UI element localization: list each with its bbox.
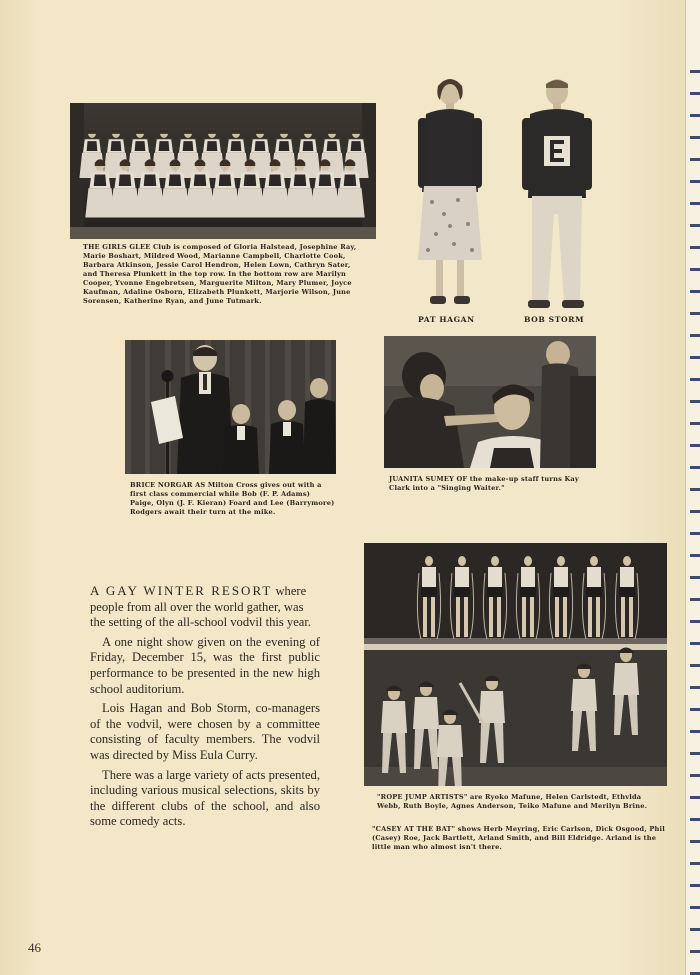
article-paragraph-2: A one night show given on the evening of Friday, December 15, was the first public performance to be presented in the new high school auditorium. [90,634,320,696]
binding-tab [690,444,700,447]
binding-tab [690,422,700,425]
bob-storm-label: BOB STORM [524,315,585,324]
binding-tab [690,950,700,953]
binding-tab [690,334,700,337]
binding-tab [690,92,700,95]
binding-tab [690,532,700,535]
binding-tab [690,180,700,183]
glee-club-image [70,103,376,239]
binding-tab [690,510,700,513]
binding-tab [690,576,700,579]
page-number: 46 [28,940,41,955]
binding-tab [690,620,700,623]
binding-tab [690,246,700,249]
binding-tab [690,70,700,73]
radio-skit-photo [125,340,336,474]
binding-tab [690,268,700,271]
binding-tab [690,774,700,777]
binding-tab [690,818,700,821]
glee-club-caption: THE GIRLS GLEE Club is composed of Gloria Halstead, Josephine Ray, Marie Boshart, Mildred Wood, Marianne Campbell, Charlotte Cook, Barbara Atkinson, Jessie Carol Hendron, Helen Lown, Cathryn Sater, and Theresa Plunkett in the top row. In the bottom row are Marilyn Cooper, Yvonne Engebretsen, Marguerite Milton, Mary Plumer, Joyce Kaufman, Adaline Osborn, Elizabeth Plunkett, Marjorie Wilson, June Sorensen, Katherine Ryan, and June Tutmark. [83,243,357,305]
binding-tab [690,840,700,843]
binding-tab [690,642,700,645]
casey-caption: "CASEY AT THE BAT" shows Herb Meyring, Eric Carlson, Dick Osgood, Phil (Casey) Roe, Jack Bartlett, Arland Smith, and Bill Eldridge. Arland is the little man who almost isn't there. [372,825,665,851]
vodvil-article [90,583,320,834]
pat-hagan-figure [414,74,486,314]
binding-tab [690,158,700,161]
binding-tab [690,862,700,865]
article-paragraph-3: Lois Hagan and Bob Storm, co-managers of the vodvil, were chosen by a committee consisting of faculty members. The vodvil was directed by Miss Eula Curry. [90,701,320,762]
makeup-caption: JUANITA SUMEY OF the make-up staff turns Kay Clark into a "Singing Waiter." [389,475,579,492]
binding-tab [690,312,700,315]
makeup-image [384,336,596,468]
binding-tab [690,466,700,469]
binding-tab [690,356,700,359]
binding-tab [690,224,700,227]
radio-skit-image [125,340,336,474]
rope-jump-caption: "ROPE JUMP ARTISTS" are Ryoko Mafune, Helen Carlstedt, Ethvlda Webb, Ruth Boyle, Agnes Anderson, Teiko Mafune and Merilyn Brine. [377,793,648,810]
binding-tab [690,686,700,689]
binding-tab [690,664,700,667]
binding-tab [690,554,700,557]
binding-tab [690,796,700,799]
bob-storm-photo [520,74,594,314]
binding-tab [690,136,700,139]
vodvil-acts-photo [364,543,667,786]
binding-tab [690,928,700,931]
article-headline: A GAY WINTER RESORT [90,583,273,598]
bob-storm-figure [520,74,594,314]
binding-tab [690,290,700,293]
radio-skit-caption: BRICE NORGAR AS Milton Cross gives out with a first class commercial while Bob (F. P. Adams) Paige, Olyn (J. F. Kieran) Foard and Lee (Barrymore) Rodgers await their turn at the mike. [130,481,335,516]
article-paragraph-4: There was a large variety of acts presented, including various musical selections, skits by the different clubs of the school, and also some comedy acts. [90,767,320,829]
glee-club-photo [70,103,376,239]
binding-tab [690,202,700,205]
pat-hagan-photo [414,74,486,314]
binding-tab [690,378,700,381]
binding-tab [690,884,700,887]
binding-tab [690,598,700,601]
binding-tab [690,114,700,117]
binding-tab [690,752,700,755]
binding-tab [690,400,700,403]
binding-tab [690,730,700,733]
vodvil-acts-image [364,543,667,786]
pat-hagan-label: PAT HAGAN [418,315,475,324]
binding-tab [690,708,700,711]
article-paragraph-1 [90,583,320,631]
article-paragraph-1-text: where people from all over the world gather, was the setting of the all-school vodvil this year. [90,584,312,630]
binding-tab [690,488,700,491]
binding-tab [690,906,700,909]
makeup-photo [384,336,596,468]
